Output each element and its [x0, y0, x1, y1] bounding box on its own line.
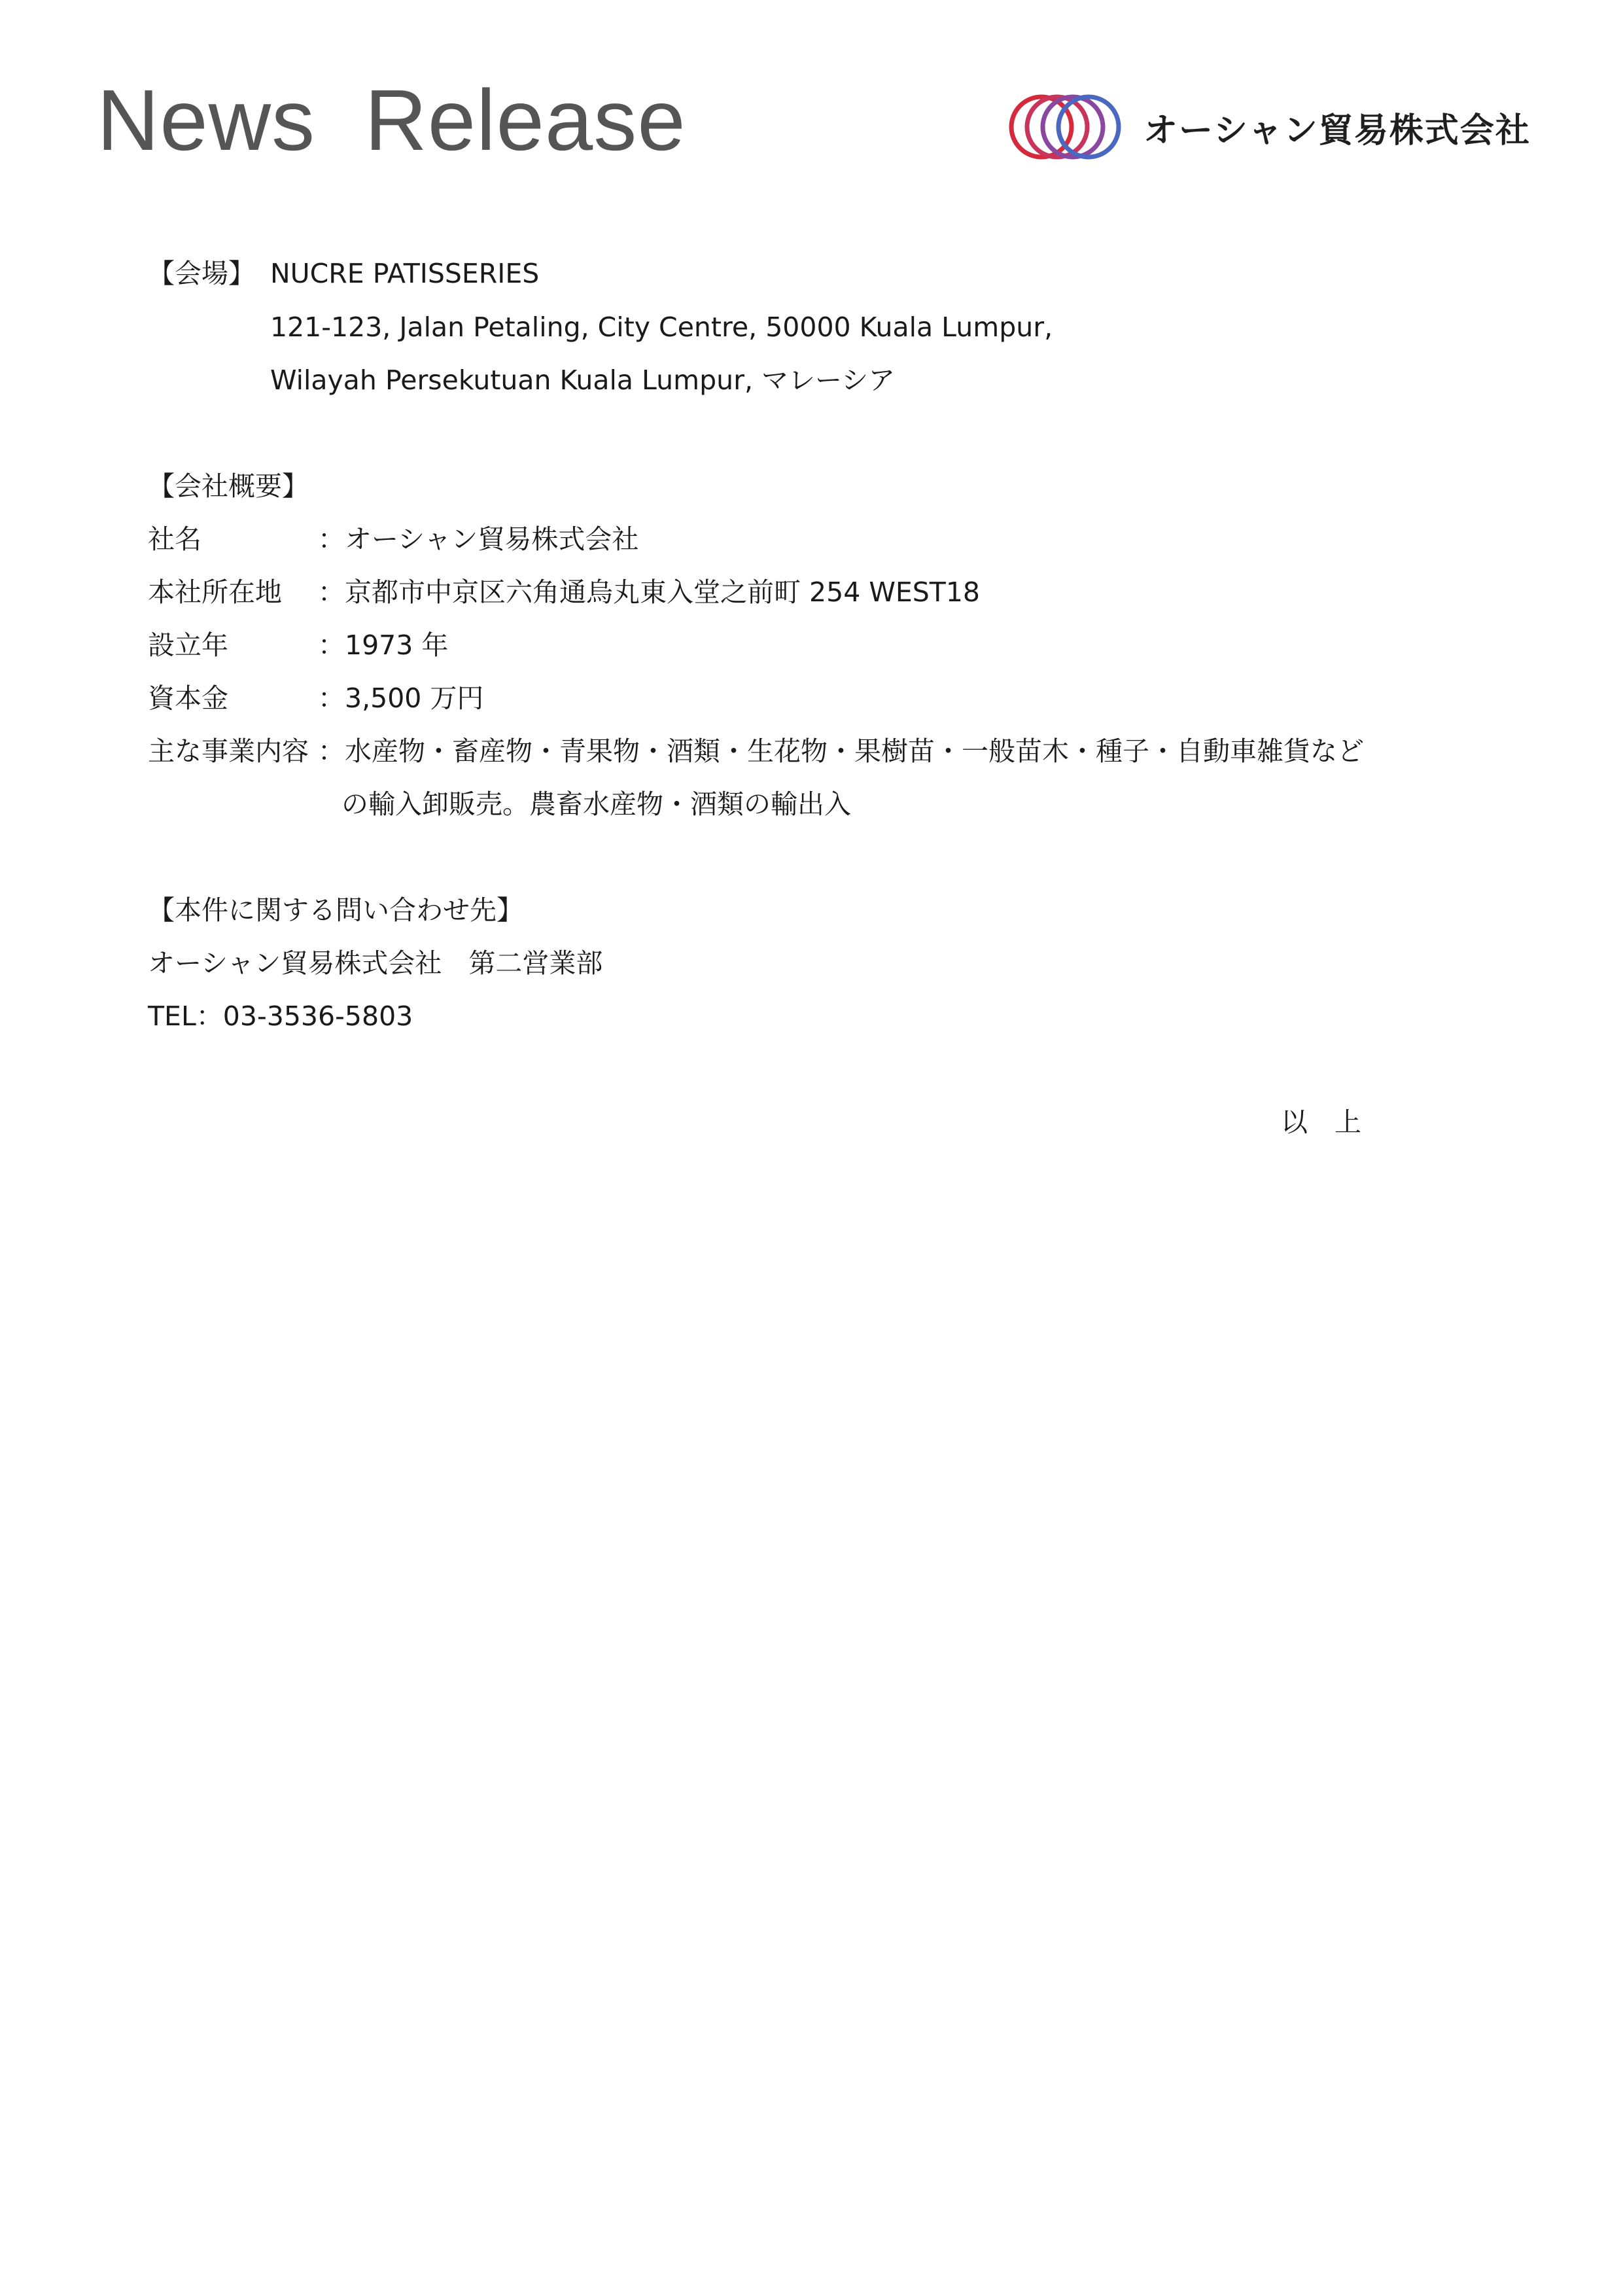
overview-value-capital: ：3,500 万円 — [318, 682, 484, 714]
overview-value-business: ：水産物・畜産物・青果物・酒類・生花物・果樹苗・一般苗木・種子・自動車雑貨など — [318, 735, 1364, 767]
overview-label-business: 主な事業内容 — [148, 735, 309, 767]
contact-heading: 【本件に関する問い合わせ先】 — [148, 894, 523, 926]
venue-address-line1: 121-123, Jalan Petaling, City Centre, 50000 Kuala Lumpur, — [270, 311, 1053, 343]
overview-value-business-cont: の輸入卸販売。農畜水産物・酒類の輸出入 — [341, 788, 851, 820]
overview-value-founded: ：1973 年 — [318, 629, 449, 661]
company-overview-heading: 【会社概要】 — [148, 470, 309, 502]
interlocking-rings-icon — [1007, 92, 1126, 162]
overview-label-headquarters: 本社所在地 — [148, 576, 282, 608]
closing-mark: 以 上 — [1281, 1106, 1361, 1138]
overview-label-name: 社名 — [148, 523, 201, 555]
venue-address-line2: Wilayah Persekutuan Kuala Lumpur, マレーシア — [270, 364, 896, 396]
contact-tel: TEL：03-3536-5803 — [148, 1000, 413, 1032]
overview-value-headquarters: ：京都市中京区六角通烏丸東入堂之前町 254 WEST18 — [318, 576, 981, 608]
overview-label-founded: 設立年 — [148, 629, 228, 661]
venue-label: 【会場】 — [148, 258, 255, 289]
company-logo-text: オーシャン貿易株式会社 — [1143, 111, 1531, 150]
overview-value-name: ：オーシャン貿易株式会社 — [318, 523, 639, 555]
contact-department: オーシャン貿易株式会社 第二営業部 — [148, 947, 603, 979]
company-logo — [1007, 90, 1531, 164]
venue-name: NUCRE PATISSERIES — [270, 258, 540, 289]
page-title: News Release — [97, 72, 686, 168]
overview-label-capital: 資本金 — [148, 682, 228, 714]
